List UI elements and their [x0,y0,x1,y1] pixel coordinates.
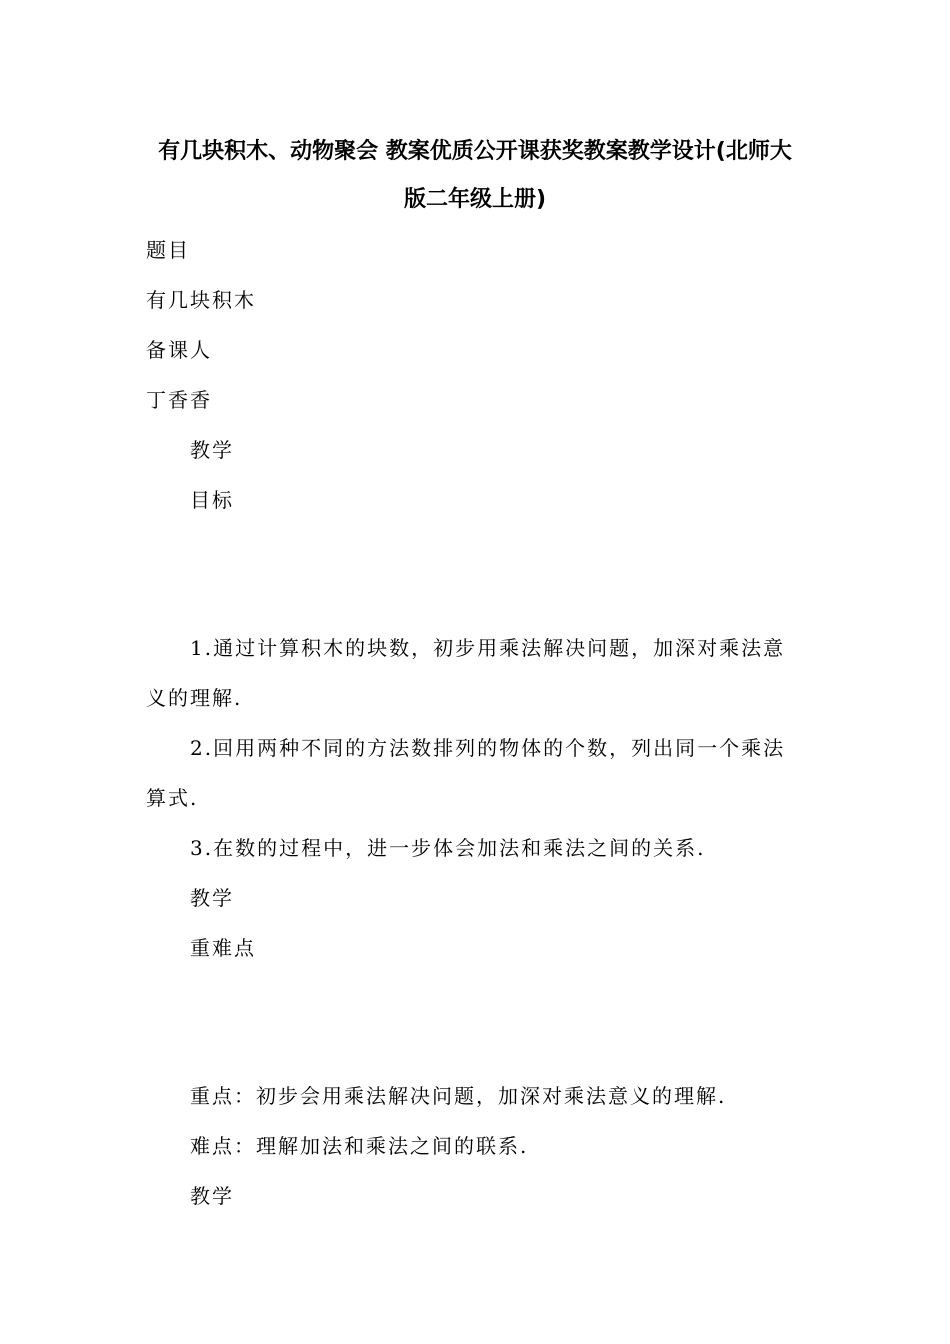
goal-1-line-2: 义的理解. [146,686,243,710]
label-teaching-goals-2: 目标 [190,488,234,512]
label-preparer: 备课人 [146,338,212,362]
key-point: 重点：初步会用乘法解决问题，加深对乘法意义的理解. [190,1084,727,1108]
goal-2-line-1: 2.回用两种不同的方法数排列的物体的个数，列出同一个乘法 [190,736,786,760]
difficult-point: 难点：理解加法和乘法之间的联系. [190,1134,529,1158]
value-subject: 有几块积木 [146,288,256,312]
label-subject: 题目 [146,238,190,262]
goal-1-line-1: 1.通过计算积木的块数，初步用乘法解决问题，加深对乘法意 [190,636,786,660]
value-preparer: 丁香香 [146,388,212,412]
label-key-points-2: 重难点 [190,936,256,960]
goal-2-line-2: 算式. [146,786,199,810]
document-title-line-2: 版二年级上册) [403,187,547,212]
goal-3: 3.在数的过程中，进一步体会加法和乘法之间的关系. [190,836,706,860]
label-teaching-goals-1: 教学 [190,438,234,462]
document-title-line-1: 有几块积木、动物聚会 教案优质公开课获奖教案教学设计(北师大 [158,139,792,164]
label-key-points-1: 教学 [190,886,234,910]
label-teaching: 教学 [190,1184,234,1208]
